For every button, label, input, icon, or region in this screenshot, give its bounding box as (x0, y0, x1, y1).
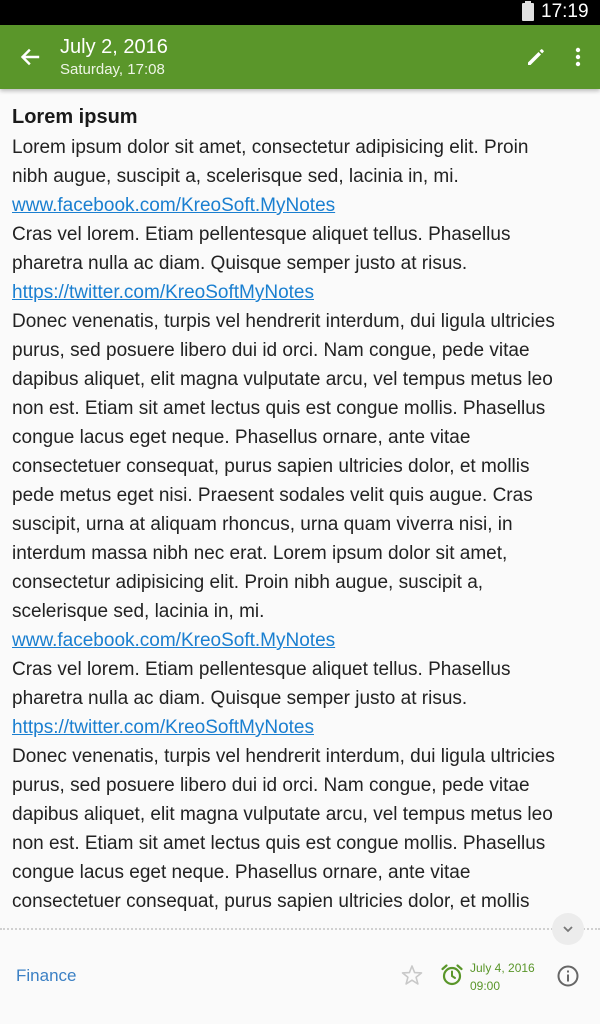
favorite-button[interactable] (398, 962, 426, 990)
note-text-line: Donec venenatis, turpis vel hendrerit interdum, dui ligula ultricies (12, 746, 555, 767)
twitter-link[interactable]: https://twitter.com/KreoSoftMyNotes (12, 717, 314, 738)
note-text-line: purus, sed posuere libero dui id orci. Nam congue, pede vitae (12, 340, 530, 361)
note-title: Lorem ipsum (12, 106, 138, 128)
alarm-clock-icon[interactable] (440, 963, 464, 987)
arrow-back-icon (20, 47, 40, 67)
note-text-line: suscipit, urna at aliquam rhoncus, urna quam viverra nisi, in (12, 514, 513, 535)
category-label[interactable]: Finance (16, 966, 77, 985)
note-text-line: consectetur adipisicing elit. Proin nibh augue, suscipit a, (12, 572, 484, 593)
note-text-line: non est. Etiam sit amet lectus quis est congue mollis. Phasellus (12, 398, 546, 419)
status-bar (0, 0, 600, 25)
scroll-down-button[interactable] (552, 913, 584, 945)
facebook-link[interactable]: www.facebook.com/KreoSoft.MyNotes (12, 630, 336, 651)
note-text-line: congue lacus eget neque. Phasellus ornare, ante vitae (12, 427, 471, 448)
note-text-line: consectetuer consequat, purus sapien ultricies dolor, et mollis (12, 891, 530, 912)
reminder-date[interactable]: July 4, 2016 (470, 961, 535, 975)
note-date-subtitle: Saturday, 17:08 (60, 61, 165, 78)
note-text-line: consectetuer consequat, purus sapien ultricies dolor, et mollis (12, 456, 530, 477)
reminder-time[interactable]: 09:00 (470, 979, 501, 993)
note-footer (0, 930, 600, 1024)
star-outline-icon (398, 962, 426, 990)
note-text-line: Cras vel lorem. Etiam pellentesque aliquet tellus. Phasellus (12, 224, 511, 245)
note-text-line: Donec venenatis, turpis vel hendrerit interdum, dui ligula ultricies (12, 311, 555, 332)
note-text-line: scelerisque sed, lacinia in, mi. (12, 601, 265, 622)
note-text-line: dapibus aliquet, elit magna vulputate arcu, vel tempus metus leo (12, 369, 553, 390)
note-text-line: non est. Etiam sit amet lectus quis est congue mollis. Phasellus (12, 833, 546, 854)
pencil-icon (526, 47, 546, 67)
app-bar (0, 25, 600, 89)
back-button[interactable] (10, 37, 50, 77)
chevron-down-icon (560, 921, 576, 937)
more-vert-icon (574, 47, 582, 67)
battery-icon (522, 3, 534, 21)
note-text-line: pharetra nulla ac diam. Quisque semper justo at risus. (12, 688, 468, 709)
twitter-link[interactable]: https://twitter.com/KreoSoftMyNotes (12, 282, 314, 303)
note-text-line: dapibus aliquet, elit magna vulputate arcu, vel tempus metus leo (12, 804, 553, 825)
edit-button[interactable] (516, 37, 556, 77)
info-icon (556, 964, 580, 988)
note-text-line: Cras vel lorem. Etiam pellentesque aliquet tellus. Phasellus (12, 659, 511, 680)
note-content[interactable] (0, 89, 600, 925)
info-button[interactable] (556, 964, 580, 988)
note-text-line: pede metus eget nisi. Praesent sodales velit quis augue. Cras (12, 485, 533, 506)
more-options-button[interactable] (560, 37, 596, 77)
note-text-line: Lorem ipsum dolor sit amet, consectetur adipisicing elit. Proin (12, 137, 529, 158)
note-text-line: purus, sed posuere libero dui id orci. Nam congue, pede vitae (12, 775, 530, 796)
facebook-link[interactable]: www.facebook.com/KreoSoft.MyNotes (12, 195, 336, 216)
note-text-line: nibh augue, suscipit a, scelerisque sed, lacinia in, mi. (12, 166, 459, 187)
note-date-title: July 2, 2016 (60, 36, 168, 58)
note-text-line: congue lacus eget neque. Phasellus ornare, ante vitae (12, 862, 471, 883)
note-text-line: interdum massa nibh nec erat. Lorem ipsum dolor sit amet, (12, 543, 508, 564)
note-text-line: pharetra nulla ac diam. Quisque semper justo at risus. (12, 253, 468, 274)
status-time: 17:19 (541, 1, 589, 22)
